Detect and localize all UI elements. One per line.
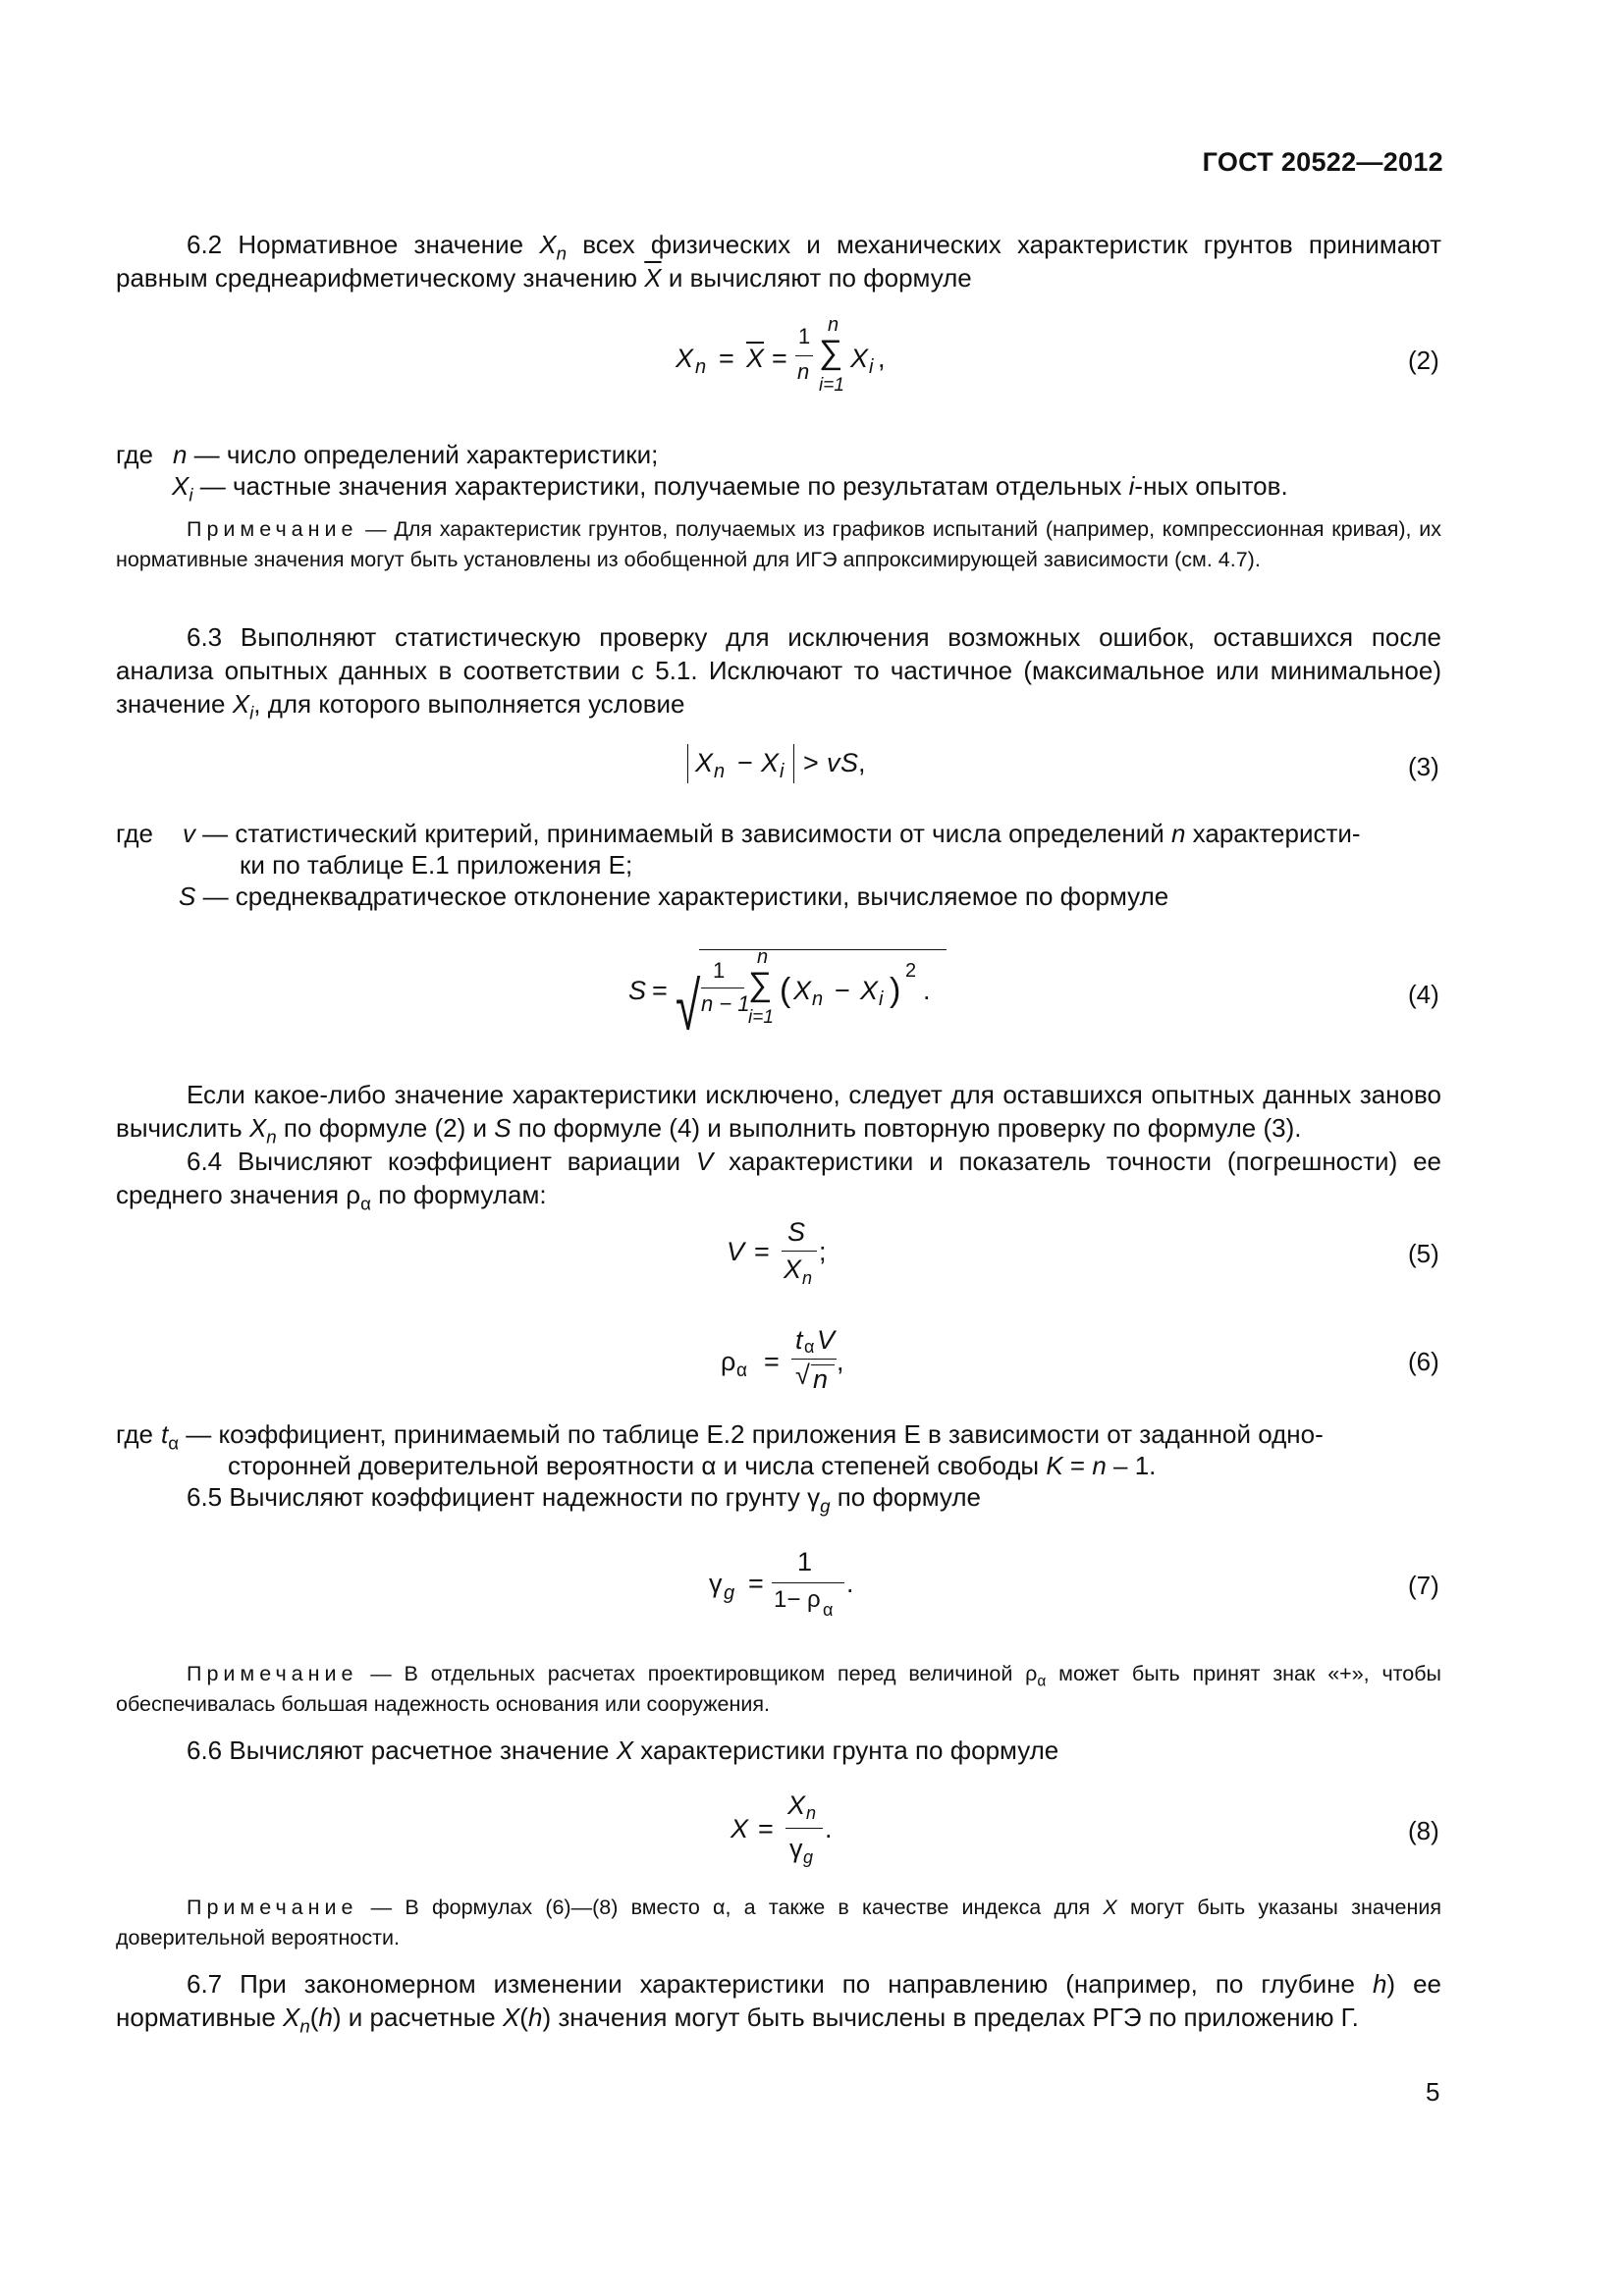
note-3: Примечание — В формулах (6)—(8) вместо α, а также в качестве индекса для X могут быть указаны значения доверительной вероятности.	[116, 1896, 1441, 1949]
note-2: Примечание — В отдельных расчетах проектировщиком перед величиной $\rho_\alpha$ может быть принят знак «+», чтобы обеспечивалась большая надежность основания или сооружения.	[116, 1662, 1441, 1716]
equation-number-3: (3)	[1408, 752, 1439, 781]
paragraph-6-6: 6.6 Вычисляют расчетное значение X характеристики грунта по формуле	[187, 1735, 1059, 1765]
equation-number-6: (6)	[1408, 1347, 1439, 1376]
page-number: 5	[1426, 2077, 1440, 2107]
equation-number-2: (2)	[1408, 346, 1439, 375]
where-t-alpha: где $t_\alpha$ — коэффициент, принимаемый по таблице Е.2 приложения Е в зависимости от заданной одно-	[116, 1419, 1324, 1454]
note-1: Примечание — Для характеристик грунтов, получаемых из графиков испытаний (например, компрессионная кривая), их нормативные значения могут быть установлены из обобщенной для ИГЭ аппроксимирующей зависимости (см. 4.7).	[116, 517, 1441, 571]
where-n: где n — число определений характеристики;	[116, 440, 659, 469]
where-s: S — среднеквадратическое отклонение характеристики, вычисляемое по формуле	[179, 881, 1169, 911]
formula-3: X n − X i > v S ,	[683, 742, 919, 791]
formula-6: ρ α = t α V √ n ,	[721, 1325, 844, 1394]
equation-number-5: (5)	[1408, 1239, 1439, 1268]
where-xi: $X_i$ — частные значения характеристики, получаемые по результатам отдельных i-ных опытов.	[172, 471, 1288, 506]
equation-number-4: (4)	[1408, 980, 1439, 1009]
paragraph-6-4: 6.4 Вычисляют коэффициент вариации V характеристики и показатель точности (погрешности) ее среднего значения $\rho_\alpha$ по формулам:	[116, 1147, 1441, 1214]
where-t-alpha-cont: сторонней доверительной вероятности α и числа степеней свободы K = n – 1.	[228, 1451, 1157, 1480]
standard-designation: ГОСТ 20522—2012	[1202, 147, 1443, 177]
formula-5: V = S X n ;	[727, 1217, 827, 1288]
where-v-cont: ки по таблице Е.1 приложения Е;	[240, 850, 633, 880]
paragraph-6-7: 6.7 При закономерном изменении характеристики по направлению (например, по глубине h) ее нормативные $X_n(h)$ и расчетные X(h) значения могут быть вычислены в пределах РГЭ по приложению Г.	[116, 1969, 1441, 2037]
paragraph-6-2: 6.2 Нормативное значение $X_n$ всех физических и механических характеристик грунтов принимают равным среднеарифметическому значению $\overline{X}$ и вычисляют по формуле	[116, 230, 1441, 293]
formula-4: S = √ 1 n − 1 n ∑ i=1 ( X n − X i ) 2 .	[628, 946, 962, 1041]
formula-2: X n = $\overline{X}$ = 1 n n ∑ i=1 X i ,	[676, 314, 886, 396]
paragraph-6-3: 6.3 Выполняют статистическую проверку для исключения возможных ошибок, оставшихся после анализа опытных данных в соответствии с 5.1. Исключают то частичное (максимальное или минимальное) значение $X_i$, для которого выполняется условие	[116, 622, 1441, 723]
paragraph-6-5: 6.5 Вычисляют коэффициент надежности по грунту $\gamma_g$ по формуле	[187, 1482, 981, 1517]
equation-number-8: (8)	[1408, 1816, 1439, 1845]
formula-7: γ g = 1 1− ρ α .	[709, 1547, 854, 1620]
paragraph-exclusion: Если какое-либо значение характеристики исключено, следует для оставшихся опытных данных заново вычислить $X_n$ по формуле (2) и S по формуле (4) и выполнить повторную проверку по формуле (3).	[116, 1080, 1441, 1148]
formula-8: X = X n γ g .	[731, 1790, 833, 1867]
equation-number-7: (7)	[1408, 1571, 1439, 1600]
where-v: где v — статистический критерий, принимаемый в зависимости от числа определений n характеристи-	[116, 819, 1361, 848]
